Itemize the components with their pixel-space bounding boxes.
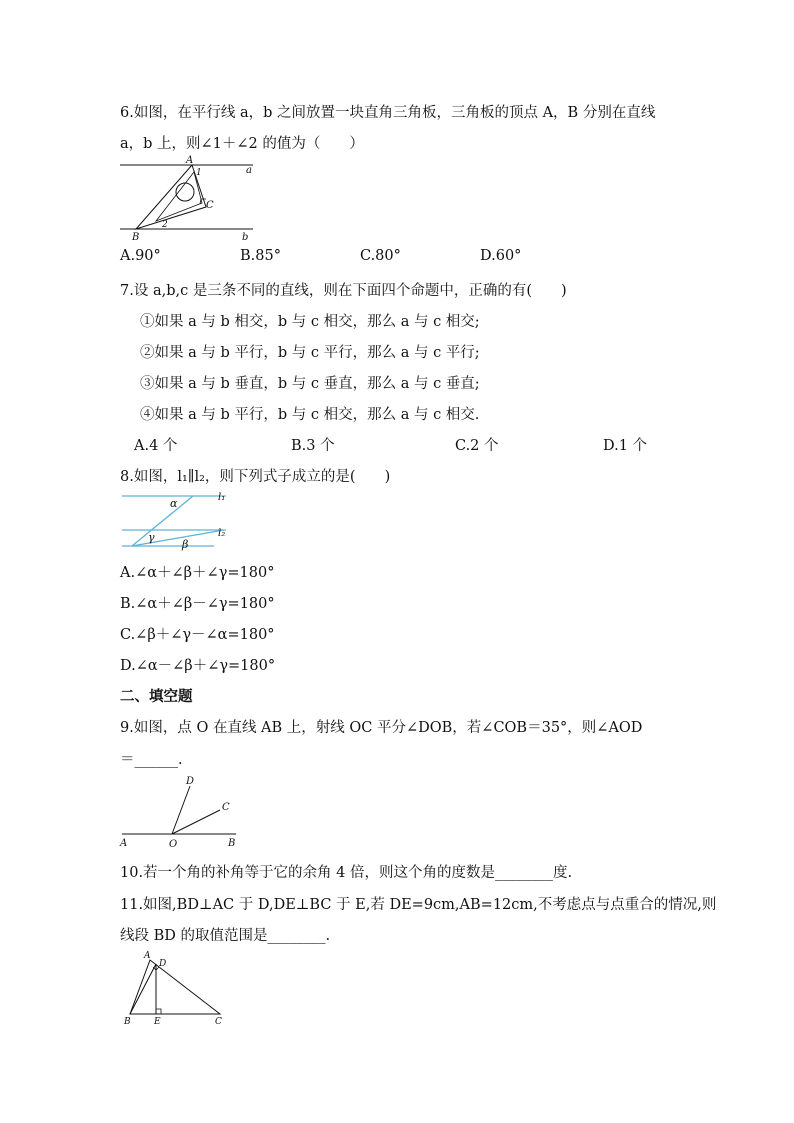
q6-option-c: C.80° <box>360 248 401 264</box>
q7-stem: 7.设 a,b,c 是三条不同的直线，则在下面四个命题中，正确的有( ) <box>120 283 567 299</box>
q8-label-alpha: α <box>170 497 178 510</box>
q9-stem-line1: 9.如图，点 O 在直线 AB 上，射线 OC 平分∠DOB，若∠COB＝35°，则∠AOD <box>120 720 643 736</box>
q7-option-b: B.3 个 <box>291 438 335 454</box>
q6-label-C: C <box>206 200 214 211</box>
q6-option-a: A.90° <box>120 248 161 264</box>
q6-label-B: B <box>132 232 140 243</box>
q6-label-2: 2 <box>162 220 168 230</box>
q9-label-D: D <box>186 776 195 787</box>
q9-label-B: B <box>228 838 236 849</box>
q11-segment-BD <box>130 964 156 1014</box>
q6-label-A: A <box>186 155 194 166</box>
q11-stem-line1: 11.如图,BD⊥AC 于 D,DE⊥BC 于 E,若 DE=9cm,AB=12cm,不考虑点与点重合的情况,则 <box>120 897 717 913</box>
q6-stem-line2: a，b 上，则∠1＋∠2 的值为（ ） <box>120 136 364 152</box>
q11-label-C: C <box>215 1017 222 1027</box>
q8-figure <box>118 488 248 552</box>
q9-figure <box>118 772 248 852</box>
q11-right-angle-E <box>156 1009 161 1014</box>
q8-option-a: A.∠α＋∠β＋∠γ=180° <box>120 565 275 581</box>
q11-label-B: B <box>124 1017 131 1027</box>
q8-option-d: D.∠α－∠β＋∠γ=180° <box>120 658 276 674</box>
q9-label-C: C <box>222 802 230 813</box>
q11-label-D: D <box>159 959 167 969</box>
q8-label-gamma: γ <box>148 531 155 544</box>
q6-stem-line1: 6.如图，在平行线 a，b 之间放置一块直角三角板，三角板的顶点 A，B 分别在直线 <box>120 105 656 121</box>
q7-option-c: C.2 个 <box>455 438 499 454</box>
q8-transversal-2 <box>132 530 224 546</box>
q10-stem: 10.若一个角的补角等于它的余角 4 倍，则这个角的度数是________度. <box>120 865 573 881</box>
q8-label-l1: l₁ <box>218 492 226 503</box>
q6-label-1: 1 <box>196 168 202 178</box>
q8-option-b: B.∠α＋∠β－∠γ=180° <box>120 596 275 612</box>
q7-prop-4: ④如果 a 与 b 平行，b 与 c 相交，那么 a 与 c 相交. <box>140 407 480 423</box>
q7-option-d: D.1 个 <box>603 438 648 454</box>
q7-option-a: A.4 个 <box>134 438 178 454</box>
q11-figure <box>118 950 228 1030</box>
q6-label-a: a <box>246 165 252 176</box>
q11-label-A: A <box>144 951 151 961</box>
q11-stem-line2: 线段 BD 的取值范围是________. <box>120 928 331 944</box>
q11-label-E: E <box>154 1017 161 1027</box>
q6-option-d: D.60° <box>480 248 522 264</box>
q6-option-b: B.85° <box>240 248 281 264</box>
q7-prop-1: ①如果 a 与 b 相交，b 与 c 相交，那么 a 与 c 相交; <box>140 314 480 330</box>
section-heading-fill-blanks: 二、填空题 <box>120 688 193 705</box>
q7-prop-2: ②如果 a 与 b 平行，b 与 c 平行，那么 a 与 c 平行; <box>140 345 480 361</box>
q9-stem-line2: ＝______. <box>120 752 183 768</box>
q8-label-beta: β <box>182 538 189 551</box>
q8-stem: 8.如图，l₁∥l₂，则下列式子成立的是( ) <box>120 469 391 485</box>
q9-label-O: O <box>169 839 178 850</box>
q6-label-b: b <box>242 232 249 243</box>
q8-label-l2: l₂ <box>218 528 226 539</box>
q6-figure <box>118 155 268 245</box>
q9-label-A: A <box>120 838 128 849</box>
q7-prop-3: ③如果 a 与 b 垂直，b 与 c 垂直，那么 a 与 c 垂直; <box>140 376 480 392</box>
q8-option-c: C.∠β＋∠γ－∠α=180° <box>120 627 275 643</box>
